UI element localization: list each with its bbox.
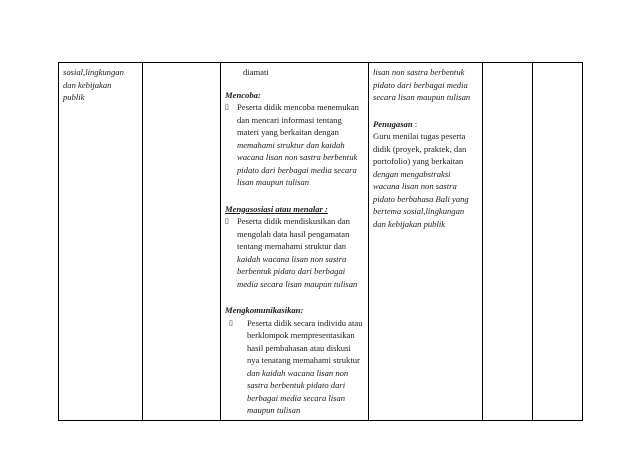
mengasosiasi-item: ▯ Peserta didik mendiskusikan dan mengolah data hasil pengamatan tentang memahami struktur dan kaidah wacana lisan non sastra berbentuk pidato dari berbagai media secara lisan maupun tulisan [225, 216, 358, 289]
assessment-top-line: secara lisan maupun tulisan [373, 92, 471, 102]
lesson-plan-table [58, 62, 583, 421]
penugasan-heading: Penugasan : [373, 118, 418, 129]
topic-line-1: sosial,lingkungan [63, 67, 124, 77]
assessment-line: bertema sosial,lingkungan [373, 206, 465, 216]
bullet-icon: ▯ [229, 318, 233, 327]
assessment-top-line: pidato dari berbagai media [373, 79, 468, 90]
table-row [59, 63, 583, 421]
topic-line-3: publik [63, 92, 85, 102]
assessment-line: Guru menilai tugas peserta [373, 131, 466, 141]
mencoba-heading: Mencoba: [225, 89, 261, 100]
bullet-icon: ▯ [225, 217, 229, 225]
cell-activities [221, 63, 369, 421]
assessment-line: didik (proyek, praktek, dan [373, 143, 467, 154]
mengkomunikasikan-item: ▯ Peserta didik secara individu atau berklompok mempresentasikan hasil pembahasan atau diskusi nya tenatang memahami struktur dan kaidah wacana lisan non sastra berbentuk pidato dari berbagai media secara lisan maupun tulisan [225, 317, 364, 417]
cell-empty-2 [143, 63, 221, 421]
cell-assessment [369, 63, 483, 421]
assessment-line: dan kebijakan publik [373, 218, 446, 229]
mencoba-item: ▯ Peserta didik mencoba menemukan dan mencari informasi tentang materi yang berkaitan dengan memahami struktur dan kaidah wacana lisan non sastra berbentuk pidato dari berbagai media secara lisan maupun tulisan [225, 102, 359, 187]
assessment-line: pidato berbahasa Bali yang [373, 193, 469, 204]
assessment-line: portofolio) yang berkaitan [373, 156, 464, 166]
assessment-line: wacana lisan non sastra [373, 181, 457, 191]
mengasosiasi-heading: Mengasosiasi atau menalar : [225, 203, 328, 214]
cell-empty-5 [483, 63, 533, 421]
assessment-line: dengan mengabstraksi [373, 168, 451, 179]
cell-empty-6 [533, 63, 583, 421]
bullet-icon: ▯ [225, 103, 229, 111]
mengkomunikasikan-heading: Mengkomunikasikan: [225, 305, 304, 315]
cell-topic [59, 63, 143, 421]
assessment-top-line: lisan non sastra berbentuk [373, 67, 465, 77]
topic-line-2: dan kebijakan [63, 79, 112, 90]
diamati-text: diamati [243, 67, 269, 77]
